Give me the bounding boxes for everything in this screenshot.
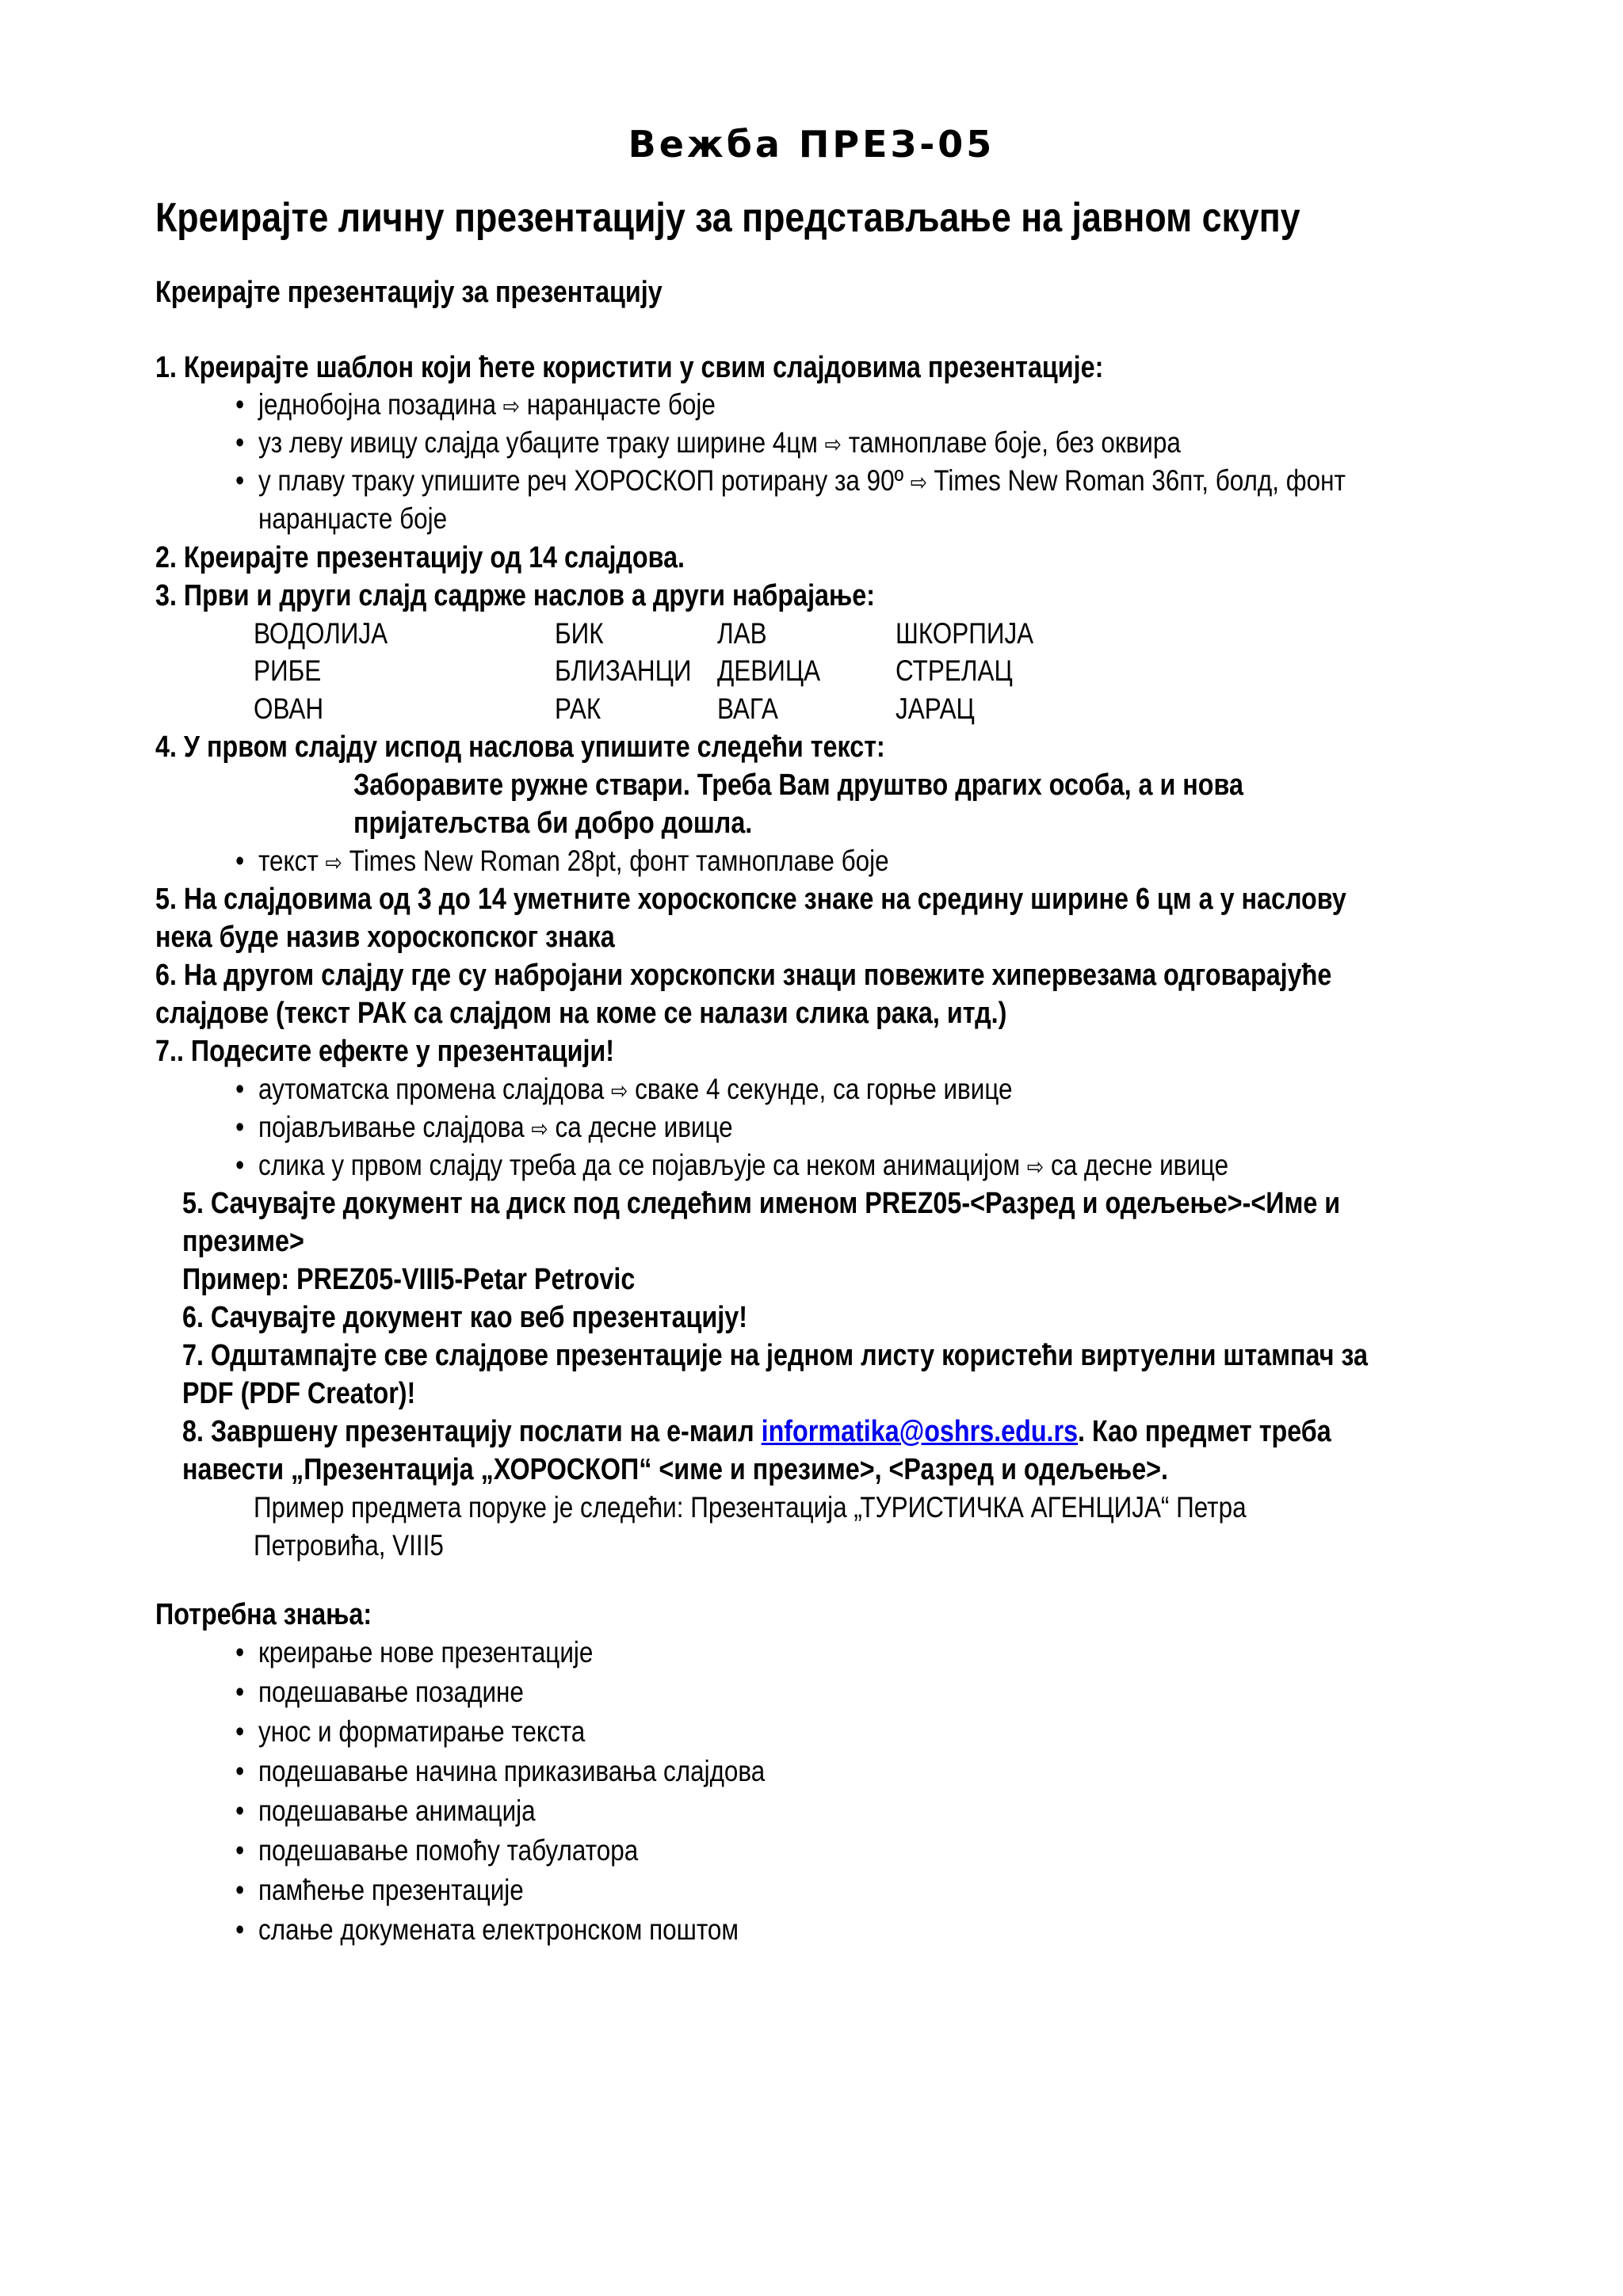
step7-heading: 7.. Подесите ефекте у презентацији!: [155, 1035, 615, 1068]
step7-bullet-appear: • појављивање слајдова ⇨ са десне ивице: [258, 1108, 733, 1149]
print-line1: 7. Одштампајте све слајдове презентације на једном листу користећи виртуелни штампач за: [182, 1339, 1369, 1372]
knowledge-item: • подешавање позадине: [258, 1673, 524, 1711]
step2-heading: 2. Креирајте презентацију од 14 слајдова.: [155, 541, 685, 574]
step4-bullet-font: • текст ⇨ Times New Roman 28pt, фонт тамноплаве боје: [258, 842, 889, 883]
step5-line1: 5. На слајдовима од 3 до 14 уметните хороскопске знаке на средину ширине 6 цм а у наслову: [155, 883, 1346, 916]
web-instruction: 6. Сачувајте документ као веб презентацију!: [182, 1301, 747, 1334]
print-line2: PDF (PDF Creator)!: [182, 1377, 416, 1410]
knowledge-item: • подешавање анимација: [258, 1792, 536, 1830]
document-title: Вежба ПРЕЗ-05: [628, 123, 995, 166]
send-line1: 8. Завршену презентацију послати на е-маил informatika@oshrs.edu.rs. Као предмет треба: [182, 1415, 1331, 1448]
sign-cell: РИБЕ: [254, 654, 322, 687]
sign-cell: БИК: [555, 617, 604, 650]
knowledge-item: • памћење презентације: [258, 1871, 524, 1909]
step4-quote-line2: пријатељства би добро дошла.: [353, 807, 753, 840]
save-line1: 5. Сачувајте документ на диск под следећим именом PREZ05-<Разред и одељење>-<Име и: [182, 1187, 1341, 1220]
step4-heading: 4. У првом слајду испод наслова упишите следећи текст:: [155, 730, 885, 764]
arrow-icon: ⇨: [824, 431, 842, 459]
save-example: Пример: PREZ05-VIII5-Petar Petrovic: [182, 1263, 636, 1296]
sign-cell: РАК: [555, 692, 601, 725]
step7-bullet-auto: • аутоматска промена слајдова ⇨ сваке 4 секунде, са горње ивице: [258, 1070, 1012, 1111]
knowledge-item: • слање докумената електронском поштом: [258, 1911, 739, 1949]
arrow-icon: ⇨: [610, 1077, 628, 1105]
save-line2: презиме>: [182, 1225, 304, 1258]
sign-cell: ЈАРАЦ: [896, 692, 975, 725]
send-example-line2: Петровића, VIII5: [254, 1529, 444, 1562]
step6-line1: 6. На другом слајду где су набројани хорскопски знаци повежите хипервезама одговарајуће: [155, 959, 1332, 992]
step1-bullet-stripe: • уз леву ивицу слајда убаците траку ширине 4цм ⇨ тамноплаве боје, без оквира: [258, 424, 1181, 464]
knowledge-item: • подешавање помоћу табулатора: [258, 1832, 638, 1870]
knowledge-heading: Потребна знања:: [155, 1598, 372, 1631]
sign-cell: ВАГА: [717, 692, 778, 725]
step4-quote-line1: Заборавите ружне ствари. Треба Вам друштво драгих особа, а и нова: [353, 769, 1243, 802]
document-subtitle: Креирајте личну презентацију за представљање на јавном скупу: [155, 195, 1300, 241]
send-line2: навести „Презентација „ХОРОСКОП“ <име и презиме>, <Разред и одељење>.: [182, 1453, 1169, 1486]
step7-bullet-image: • слика у првом слајду треба да се појављује са неком анимацијом ⇨ са десне ивице: [258, 1146, 1228, 1187]
arrow-icon: ⇨: [502, 393, 521, 421]
step3-heading: 3. Први и други слајд садрже наслов а други набрајање:: [155, 579, 875, 612]
sign-cell: ДЕВИЦА: [717, 654, 821, 687]
step1-bullet-word-continued: наранџасте боје: [258, 502, 448, 535]
intro-heading: Креирајте презентацију за презентацију: [155, 276, 663, 309]
arrow-icon: ⇨: [531, 1116, 548, 1143]
arrow-icon: ⇨: [910, 469, 928, 497]
arrow-icon: ⇨: [325, 849, 342, 877]
sign-cell: ОВАН: [254, 692, 324, 725]
arrow-icon: ⇨: [1026, 1154, 1044, 1181]
sign-cell: БЛИЗАНЦИ: [555, 654, 692, 687]
knowledge-item: • подешавање начина приказивања слајдова: [258, 1753, 765, 1791]
sign-cell: ШКОРПИЈА: [896, 617, 1034, 650]
step1-heading: 1. Креирајте шаблон који ћете користити у свим слајдовима презентације:: [155, 351, 1104, 384]
step1-bullet-word: • у плаву траку упишите реч ХОРОСКОП ротирану за 90º ⇨ Times New Roman 36пт, болд, фонт: [258, 462, 1346, 502]
step1-bullet-background: • једнобојна позадина ⇨ наранџасте боје: [258, 386, 716, 426]
sign-cell: ЛАВ: [717, 617, 767, 650]
email-link[interactable]: informatika@oshrs.edu.rs: [761, 1415, 1079, 1448]
send-example-line1: Пример предмета поруке је следећи: Презентација „ТУРИСТИЧКА АГЕНЦИЈА“ Петра: [254, 1491, 1247, 1524]
step6-line2: слајдове (текст РАК са слајдом на коме се налази слика рака, итд.): [155, 997, 1007, 1030]
knowledge-item: • унос и форматирање текста: [258, 1713, 585, 1751]
sign-cell: ВОДОЛИЈА: [254, 617, 388, 650]
knowledge-item: • креирање нове презентације: [258, 1634, 593, 1672]
sign-cell: СТРЕЛАЦ: [896, 654, 1013, 687]
step5-line2: нека буде назив хороскопског знака: [155, 921, 615, 954]
